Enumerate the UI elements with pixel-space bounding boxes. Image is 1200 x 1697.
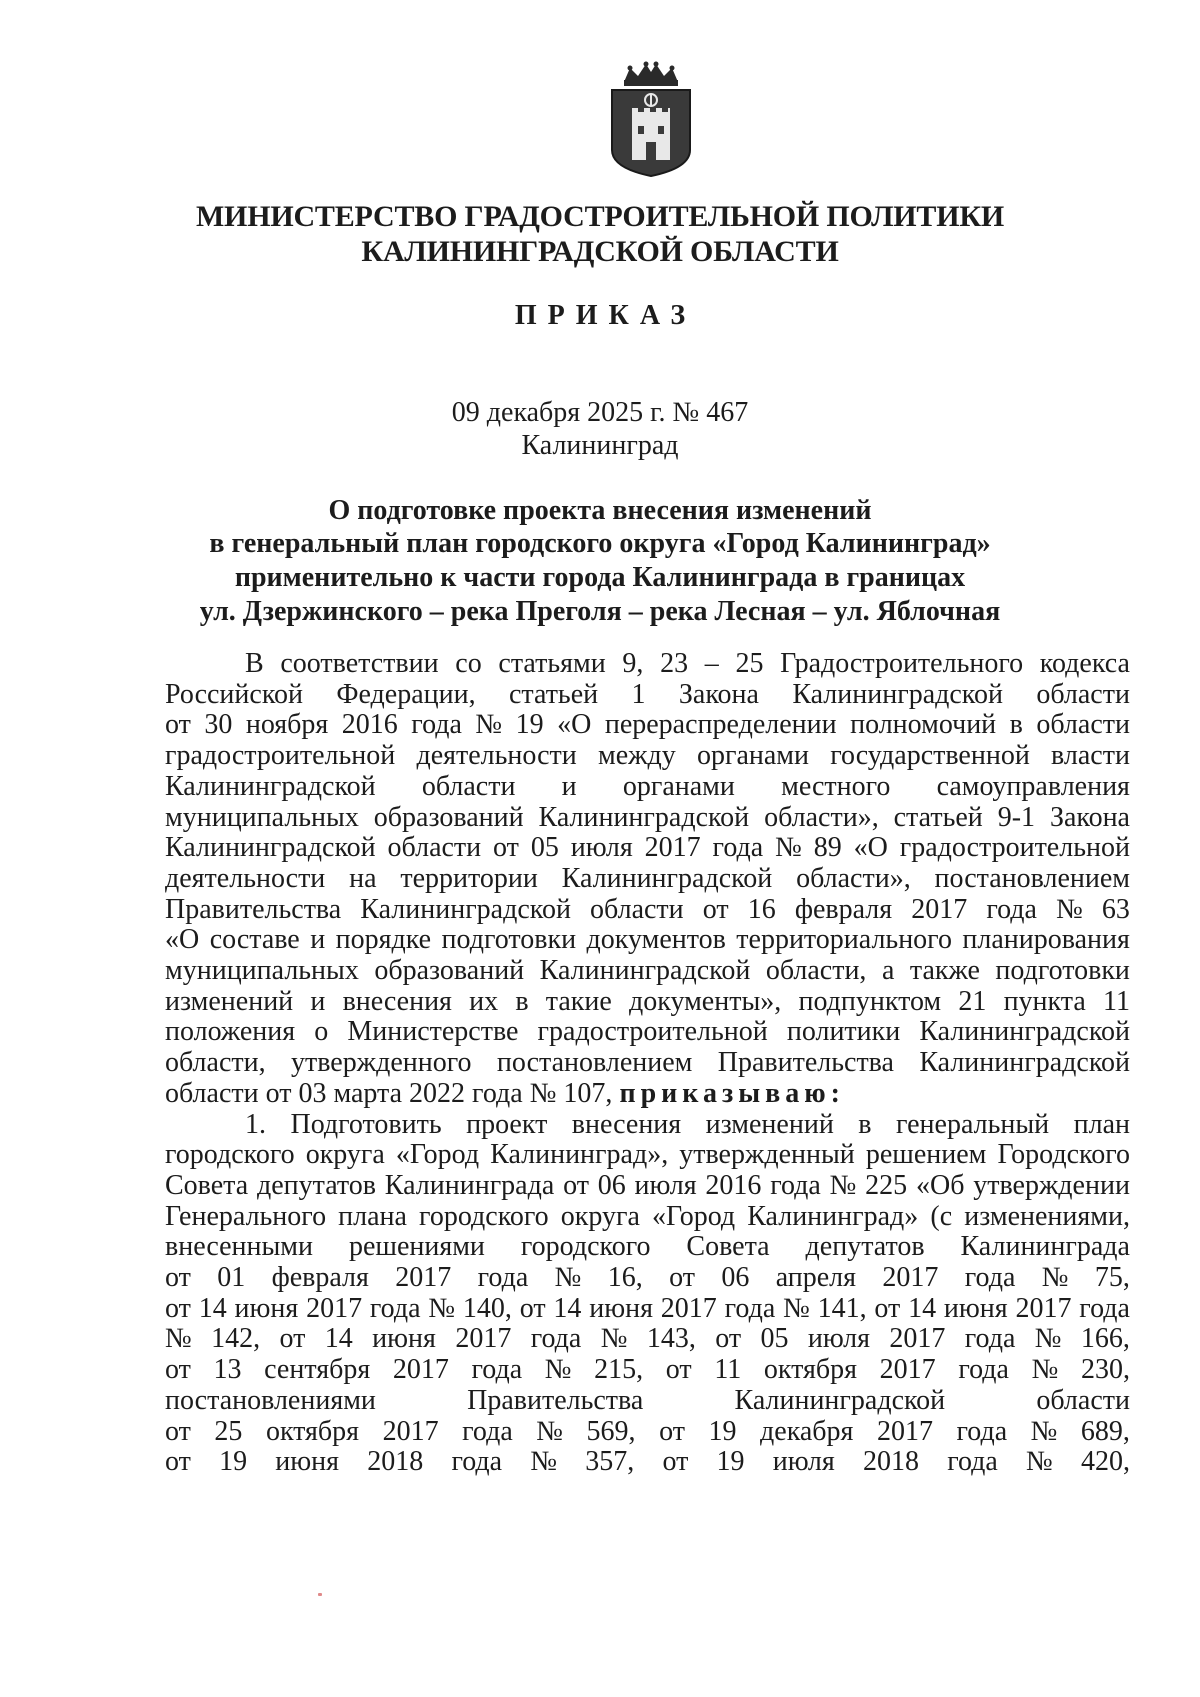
body-line: от 01 февраля 2017 года № 16, от 06 апреля 2017 года № 75, bbox=[165, 1262, 1130, 1293]
document-date-number: 09 декабря 2025 г. № 467 bbox=[451, 397, 749, 428]
body-line: внесенными решениями городского Совета депутатов Калининграда bbox=[165, 1231, 1130, 1262]
body-line: В соответствии со статьями 9, 23 – 25 Градостроительного кодекса bbox=[245, 648, 1130, 679]
body-line: городского округа «Город Калининград», утвержденный решением Городского bbox=[165, 1139, 1130, 1170]
body-line: от 13 сентября 2017 года № 215, от 11 октября 2017 года № 230, bbox=[165, 1354, 1130, 1385]
body-line: градостроительной деятельности между органами государственной власти bbox=[165, 740, 1130, 771]
subject-line: применительно к части города Калининграда в границах bbox=[234, 562, 966, 593]
body-line: области от 03 марта 2022 года № 107, приказываю: bbox=[165, 1078, 845, 1109]
body-line: области, утвержденного постановлением Правительства Калининградской bbox=[165, 1047, 1130, 1078]
body-line: муниципальных образований Калининградской области», статьей 9-1 Закона bbox=[165, 802, 1130, 833]
body-line: Российской Федерации, статьей 1 Закона Калининградской области bbox=[165, 679, 1130, 710]
ministry-name-line1: МИНИСТЕРСТВО ГРАДОСТРОИТЕЛЬНОЙ ПОЛИТИКИ bbox=[195, 200, 1005, 233]
body-line: № 142, от 14 июня 2017 года № 143, от 05 июля 2017 года № 166, bbox=[165, 1323, 1130, 1354]
body-line: Калининградской области от 05 июля 2017 года № 89 «О градостроительной bbox=[165, 832, 1130, 863]
body-line: Совета депутатов Калининграда от 06 июля 2016 года № 225 «Об утверждении bbox=[165, 1170, 1130, 1201]
body-line: положения о Министерстве градостроительной политики Калининградской bbox=[165, 1016, 1130, 1047]
body-line: Правительства Калининградской области от 16 февраля 2017 года № 63 bbox=[165, 894, 1130, 925]
scan-speck bbox=[318, 1593, 322, 1596]
body-line: Генерального плана городского округа «Город Калининград» (с изменениями, bbox=[165, 1201, 1130, 1232]
body-line: 1. Подготовить проект внесения изменений в генеральный план bbox=[245, 1109, 1130, 1140]
ministry-name-line2: КАЛИНИНГРАДСКОЙ ОБЛАСТИ bbox=[361, 235, 839, 268]
body-line: от 19 июня 2018 года № 357, от 19 июля 2018 года № 420, bbox=[165, 1446, 1130, 1477]
order-word: приказываю: bbox=[619, 1078, 845, 1109]
body-line: деятельности на территории Калининградской области», постановлением bbox=[165, 863, 1130, 894]
document-type: ПРИКАЗ bbox=[514, 300, 697, 331]
body-line: постановлениями Правительства Калининградской области bbox=[165, 1385, 1130, 1416]
coat-of-arms-emblem bbox=[602, 60, 700, 178]
body-line: изменений и внесения их в такие документы», подпунктом 21 пункта 11 bbox=[165, 986, 1130, 1017]
document-city: Калининград bbox=[521, 430, 679, 461]
body-line: «О составе и порядке подготовки документов территориального планирования bbox=[165, 924, 1130, 955]
body-line: от 25 октября 2017 года № 569, от 19 декабря 2017 года № 689, bbox=[165, 1416, 1130, 1447]
body-line: от 14 июня 2017 года № 140, от 14 июня 2017 года № 141, от 14 июня 2017 года bbox=[165, 1293, 1130, 1324]
subject-line: в генеральный план городского округа «Город Калининград» bbox=[209, 528, 991, 559]
body-line: муниципальных образований Калининградской области, а также подготовки bbox=[165, 955, 1130, 986]
body-line: от 30 ноября 2016 года № 19 «О перераспределении полномочий в области bbox=[165, 709, 1130, 740]
body-line: Калининградской области и органами местного самоуправления bbox=[165, 771, 1130, 802]
subject-line: ул. Дзержинского – река Преголя – река Лесная – ул. Яблочная bbox=[199, 596, 1001, 627]
subject-line: О подготовке проекта внесения изменений bbox=[328, 495, 872, 526]
